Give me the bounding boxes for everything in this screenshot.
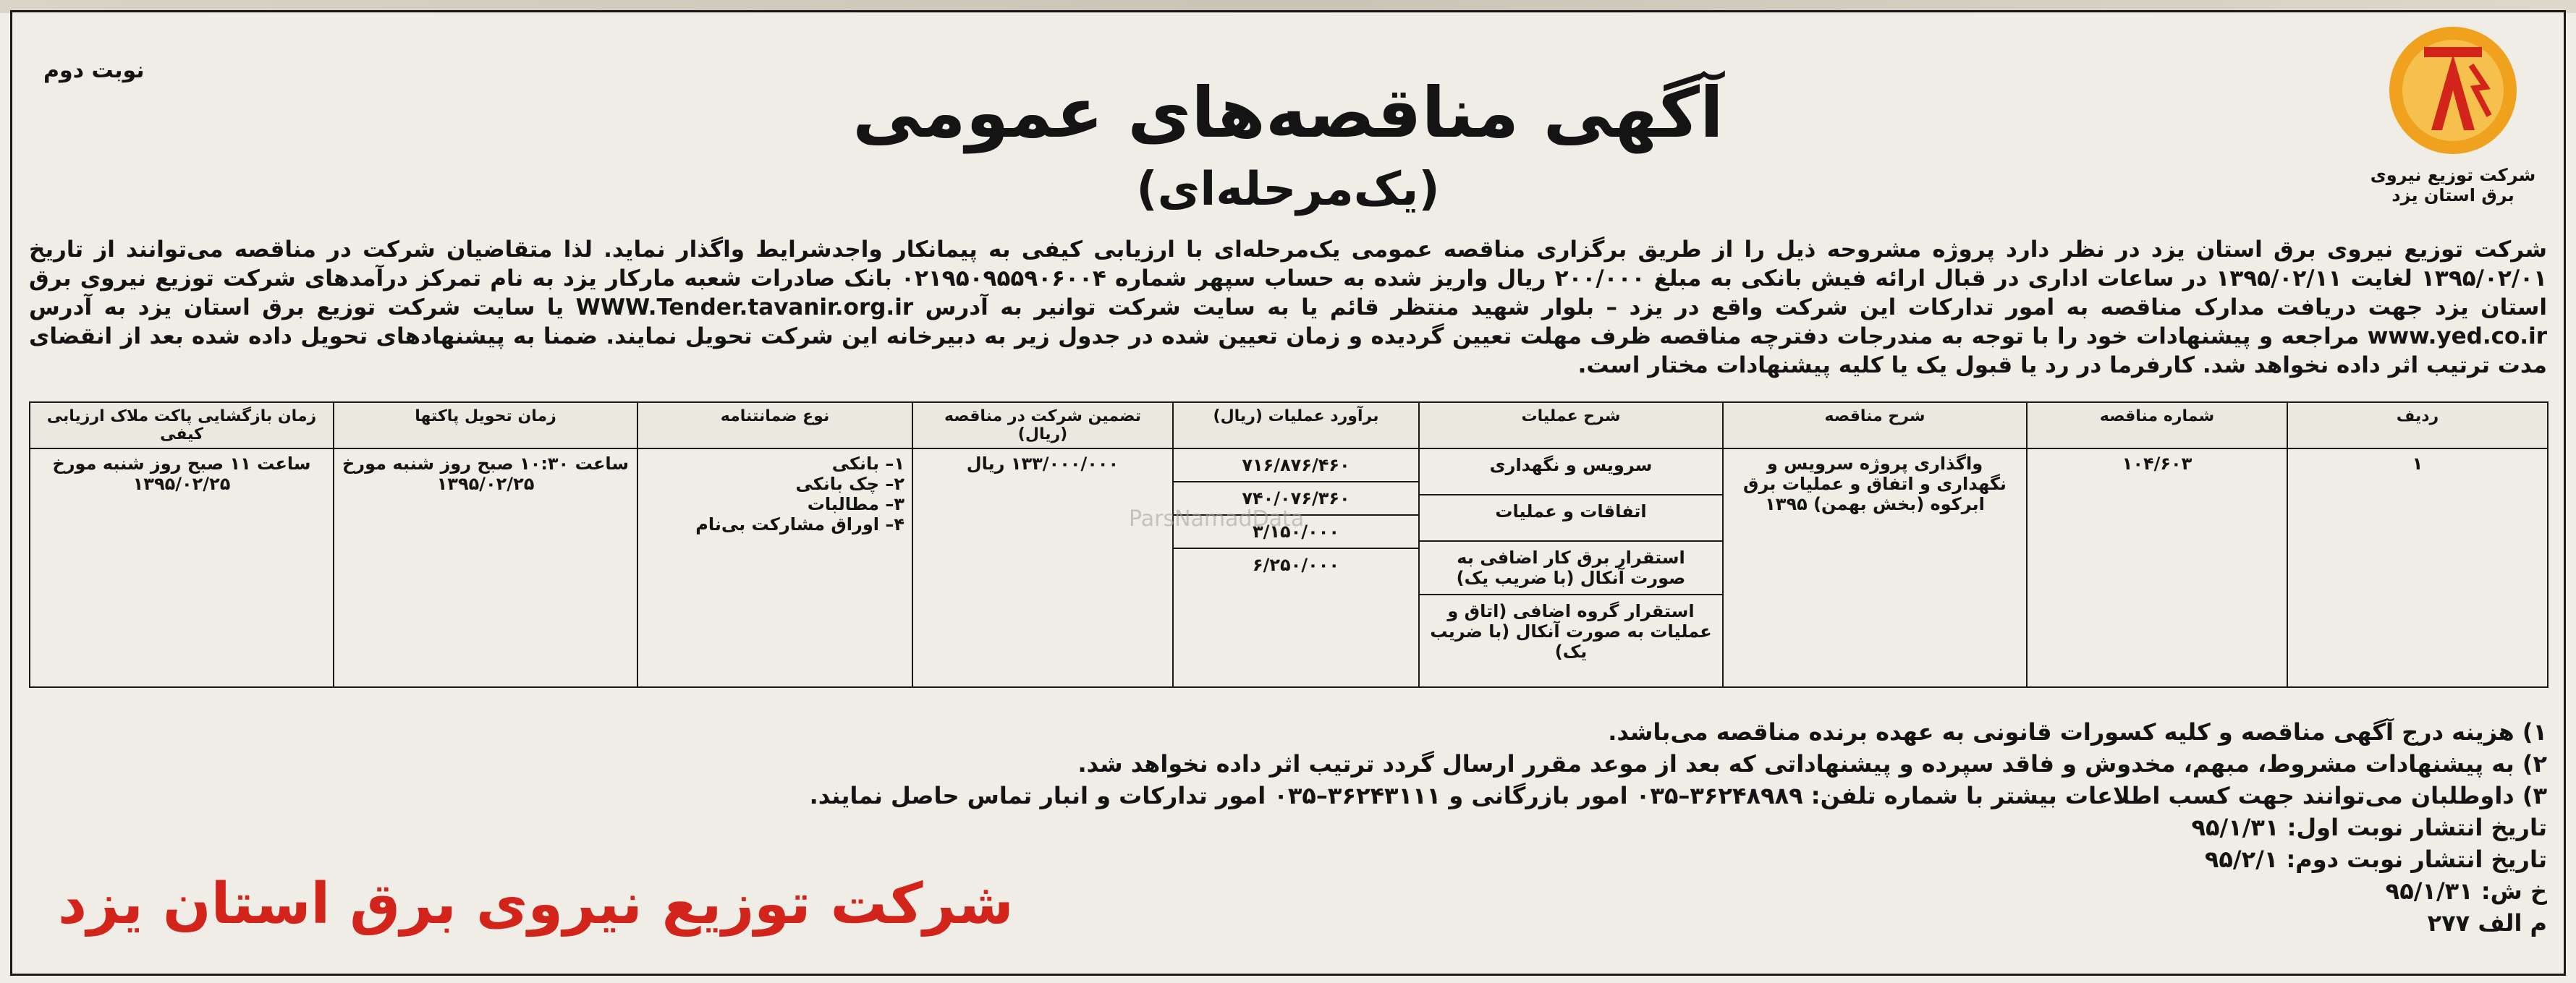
header-number: شماره مناقصه xyxy=(2027,402,2287,448)
reference-code: م الف ۲۷۷ xyxy=(2427,909,2547,937)
table-header-row xyxy=(30,402,2548,448)
operation-item: اتفاقات و عملیات xyxy=(1420,495,1722,542)
cell-guarantee-types xyxy=(637,448,912,687)
round-label: نوبت دوم xyxy=(43,58,145,83)
publish-date-1: تاریخ انتشار نوبت اول: ۹۵/۱/۳۱ xyxy=(2191,814,2547,841)
operation-item: سرویس و نگهداری xyxy=(1420,449,1722,495)
intro-paragraph: شرکت توزیع نیروی برق استان یزد در نظر دارد پروژه مشروحه ذیل را از طریق برگزاری مناقصه عمومی یک‌مرحله‌ای با ارزیابی کیفی به پیمانکار واجدشرایط واگذار نماید. لذا متقاضیان شرکت در مناقصه می‌توانند از تاریخ ۱۳۹۵/۰۲/۰۱ لغایت ۱۳۹۵/۰۲/۱۱ در ساعات اداری در قبال ارائه فیش بانکی به مبلغ ۲۰۰/۰۰۰ ریال واریز شده به حساب سپهر شماره ۰۲۱۹۵۰۹۵۵۹۰۶۰۰۴ بانک صادرات شعبه مارکار یزد به نام تمرکز درآمدهای شرکت توزیع نیروی برق استان یزد جهت دریافت مدارک مناقصه به امور تدارکات این شرکت واقع در یزد – بلوار شهید منتظر قائم یا به سایت شرکت توانیر به آدرس WWW.Tender.tavanir.org.ir یا سایت شرکت توزیع برق استان یزد به آدرس www.yed.co.ir مراجعه و پیشنهادات خود را با توجه به مندرجات دفترچه مناقصه ظرف مهلت تعیین گردیده و زمان تعیین شده در جدول زیر به دبیرخانه این شرکت تحویل نمایند. ضمنا به پیشنهادهای تحویل داده شده بعد از انقضای مدت ترتیب اثر داده نخواهد شد. کارفرما در رد یا قبول یک یا کلیه پیشنهادات مختار است. xyxy=(29,237,2548,378)
page-title: آگهی مناقصه‌های عمومی xyxy=(852,72,1724,153)
estimate-item: ۳/۱۵۰/۰۰۰ xyxy=(1174,516,1418,549)
guarantee-type-item: ۳– مطالبات xyxy=(807,494,904,514)
header-index: ردیف xyxy=(2287,402,2548,448)
estimate-item: ۶/۲۵۰/۰۰۰ xyxy=(1252,555,1340,575)
delivery-date: ۱۳۹۵/۰۲/۲۵ xyxy=(436,474,535,494)
guarantee-type-item: ۴– اوراق مشارکت بی‌نام xyxy=(695,514,904,535)
tender-table xyxy=(29,401,2549,688)
opening-date: ۱۳۹۵/۰۲/۲۵ xyxy=(132,474,231,494)
estimate-item: ۷۱۶/۸۷۶/۴۶۰ xyxy=(1174,449,1418,482)
header-delivery-time: زمان تحویل پاکتها xyxy=(334,402,637,448)
publish-date-2: تاریخ انتشار نوبت دوم: ۹۵/۲/۱ xyxy=(2204,846,2547,873)
cell-description: واگذاری پروژه سرویس و نگهداری و اتفاق و عملیات برق ابرکوه (بخش بهمن) ۱۳۹۵ xyxy=(1723,448,2027,687)
logo-caption: شرکت توزیع نیروی برق استان یزد xyxy=(2370,165,2536,205)
cell-index: ۱ xyxy=(2287,448,2548,687)
reference-date: خ ش: ۹۵/۱/۳۱ xyxy=(2385,877,2547,905)
guarantee-type-item: ۱– بانکی xyxy=(831,454,904,474)
header-operations: شرح عملیات xyxy=(1419,402,1723,448)
operation-item: استقرار گروه اضافی (اتاق و عملیات به صورت آنکال (با ضریب یک) xyxy=(1430,601,1712,662)
estimate-item: ۷۴۰/۰۷۶/۳۶۰ xyxy=(1174,482,1418,516)
operation-item: استقرار برق کار اضافی به صورت آنکال (با ضریب یک) xyxy=(1420,542,1722,595)
opening-time-line: ساعت ۱۱ صبح روز شنبه مورخ xyxy=(52,454,311,474)
header-opening-time: زمان بازگشایی پاکت ملاک ارزیابی کیفی xyxy=(30,402,334,448)
cell-number: ۱۰۴/۶۰۳ xyxy=(2027,448,2287,687)
cell-estimates xyxy=(1173,448,1419,687)
cell-opening-time xyxy=(30,448,334,687)
table-row xyxy=(30,448,2548,687)
delivery-time-line: ساعت ۱۰:۳۰ صبح روز شنبه مورخ xyxy=(342,454,629,474)
header-guarantee-type: نوع ضمانتنامه xyxy=(637,402,912,448)
cell-guarantee: ۱۳۳/۰۰۰/۰۰۰ ریال xyxy=(912,448,1173,687)
note-line: ۳) داوطلبان می‌توانند جهت کسب اطلاعات بیشتر با شماره تلفن: ۳۶۲۴۸۹۸۹–۰۳۵ امور بازرگانی و ۳۶۲۴۳۱۱۱–۰۳۵ امور تدارکات و انبار تماس حاصل نمایند. xyxy=(809,782,2547,809)
footer-company-name: شرکت توزیع نیروی برق استان یزد xyxy=(58,872,1014,937)
header-guarantee: تضمین شرکت در مناقصه (ریال) xyxy=(912,402,1173,448)
note-line: ۲) به پیشنهادات مشروط، مبهم، مخدوش و فاقد سپرده و پیشنهاداتی که بعد از موعد مقرر ارسال گردد ترتیب اثر داده نخواهد شد. xyxy=(1077,750,2547,778)
cell-operations xyxy=(1419,448,1723,687)
cell-delivery-time xyxy=(334,448,637,687)
note-line: ۱) هزینه درج آگهی مناقصه و کلیه کسورات قانونی به عهده برنده مناقصه می‌باشد. xyxy=(1608,718,2547,746)
page-subtitle: (یک‌مرحله‌ای) xyxy=(1136,163,1440,216)
guarantee-type-item: ۲– چک بانکی xyxy=(795,474,904,494)
watermark: ParsNamadData xyxy=(1129,506,1305,532)
header-description: شرح مناقصه xyxy=(1723,402,2027,448)
header-estimate: برآورد عملیات (ریال) xyxy=(1173,402,1419,448)
